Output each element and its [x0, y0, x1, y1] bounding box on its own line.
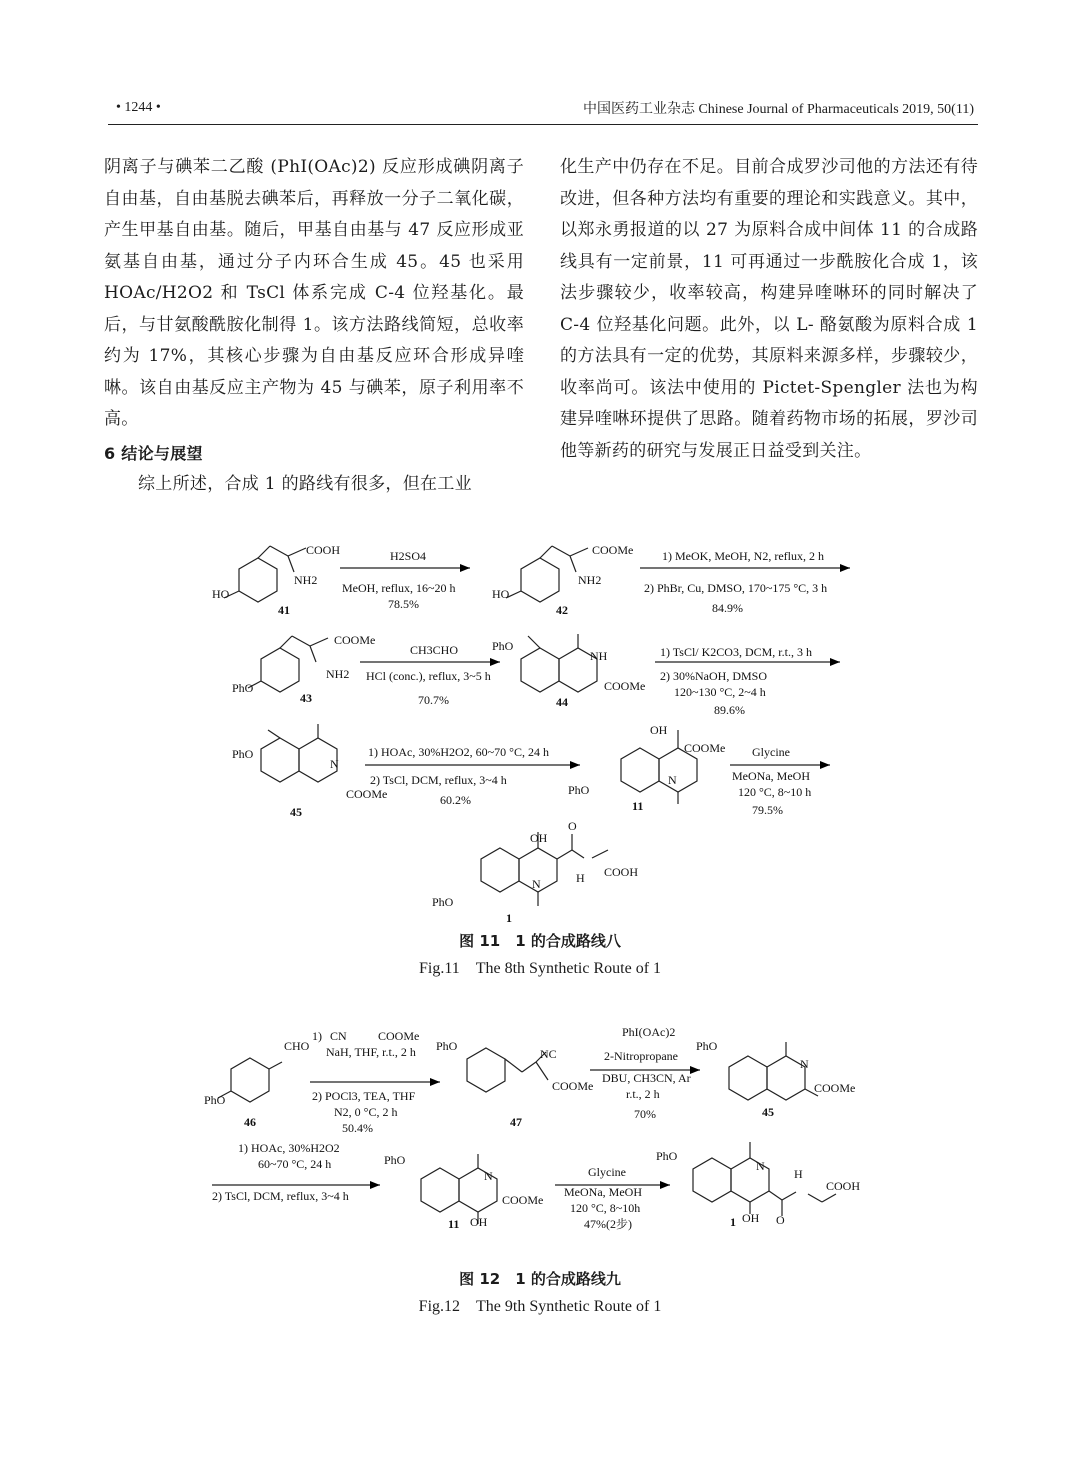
compound-label-46: 46: [244, 1115, 256, 1129]
page-number: • 1244 •: [116, 100, 161, 115]
compound-label-41: 41: [278, 603, 290, 617]
label-oh-1: OH: [530, 831, 548, 845]
label-pho-47: PhO: [436, 1039, 458, 1053]
yield-step-6: 79.5%: [752, 803, 783, 817]
label-coome-11: COOMe: [684, 741, 726, 755]
reagent-step-5: 1) HOAc, 30%H2O2, 60~70 °C, 24 h: [368, 745, 549, 759]
compound-label-45b: 45: [762, 1105, 774, 1119]
yield-step-1: 78.5%: [388, 597, 419, 611]
compound-label-47: 47: [510, 1115, 522, 1129]
yield-step-8: 70%: [634, 1107, 656, 1121]
label-oh-1b: OH: [742, 1211, 760, 1225]
compound-label-43: 43: [300, 691, 312, 705]
figure-12-caption-en: Fig.12 The 9th Synthetic Route of 1: [418, 1298, 662, 1315]
label-pho-45b: PhO: [696, 1039, 718, 1053]
conditions-step-6: MeONa, MeOH: [732, 769, 810, 783]
label-pho-45: PhO: [232, 747, 254, 761]
reagent-step-7-line2: NaH, THF, r.t., 2 h: [326, 1045, 416, 1059]
compound-42-structure: [506, 546, 588, 602]
journal-title: 中国医药工业杂志 Chinese Journal of Pharmaceuticals 2019, 50(11): [582, 102, 974, 117]
reagent-step-7-line4: N2, 0 °C, 2 h: [334, 1105, 398, 1119]
yield-step-10: 47%(2步): [584, 1217, 632, 1231]
label-cooh-41: COOH: [306, 543, 341, 557]
label-o-1: O: [568, 819, 577, 833]
reagent-step-4: 1) TsCl/ K2CO3, DCM, r.t., 3 h: [660, 645, 812, 659]
label-pho-44: PhO: [492, 639, 514, 653]
label-n-11: N: [668, 773, 677, 787]
yield-step-7: 50.4%: [342, 1121, 373, 1135]
reagent-step-1: H2SO4: [390, 549, 427, 563]
figure-12-scheme: [0, 1020, 1080, 1260]
conditions-step-4: 2) 30%NaOH, DMSO: [660, 669, 767, 683]
label-coome-47: COOMe: [552, 1079, 594, 1093]
label-coome-44: COOMe: [604, 679, 646, 693]
label-nh2-43: NH2: [326, 667, 350, 681]
label-n-45b: N: [800, 1057, 809, 1071]
label-coome-45: COOMe: [346, 787, 388, 801]
figure-11-caption: [0, 930, 1080, 978]
reagent-step-6: Glycine: [752, 745, 790, 759]
label-coome-45b: COOMe: [814, 1081, 856, 1095]
reagent-step-3: CH3CHO: [410, 643, 459, 657]
compound-label-11b: 11: [448, 1217, 460, 1231]
label-pho-1: PhO: [432, 895, 454, 909]
label-oh-42: HO: [492, 587, 510, 601]
left-column: [104, 152, 524, 501]
right-paragraph-1: 化生产中仍存在不足。目前合成罗沙司他的方法还有待改进，但各种方法均有重要的理论和实践意义。其中，以郑永勇报道的以 27 为原料合成中间体 11 的合成路线具有一定前景，11 可再通过一步酰胺化合成 1，该法步骤较少，收率较高，构建异喹啉环的同时解决了 C-4 位羟基化问题。此外，以 L- 酪氨酸为原料合成 1 的方法具有一定的优势，其原料来源多样，步骤较少，收率尚可。该法中使用的 Pictet-Spengler 法也为构建异喹啉环提供了思路。随着药物市场的拓展，罗沙司他等新药的研究与发展正日益受到关注。: [560, 157, 978, 461]
label-pho-1b: PhO: [656, 1149, 678, 1163]
label-coome-11b: COOMe: [502, 1193, 544, 1207]
figure-12-caption-zh: 图 12 1 的合成路线九: [459, 1270, 621, 1288]
compound-label-44: 44: [556, 695, 568, 709]
figure-11-caption-zh: 图 11 1 的合成路线八: [459, 932, 621, 950]
label-oh-11: OH: [650, 723, 668, 737]
yield-step-3: 70.7%: [418, 693, 449, 707]
compound-45b-structure: [729, 1042, 818, 1100]
section-heading: 6 结论与展望: [104, 443, 203, 463]
reagent-step-9-line3: 2) TsCl, DCM, reflux, 3~4 h: [212, 1189, 349, 1203]
label-h-1b: H: [794, 1167, 803, 1181]
compound-46-structure: [218, 1058, 282, 1102]
label-n-1b: N: [756, 1159, 765, 1173]
reagent-step-8-line4: r.t., 2 h: [626, 1087, 660, 1101]
yield-step-5: 60.2%: [440, 793, 471, 807]
compound-44-structure: [521, 634, 597, 692]
label-cooh-1b: COOH: [826, 1179, 861, 1193]
compound-47-structure: [467, 1048, 548, 1092]
figure-11-caption-en: Fig.11 The 8th Synthetic Route of 1: [418, 960, 662, 977]
reagent-step-7-cn: CN: [330, 1029, 347, 1043]
label-pho-43: PhO: [232, 681, 254, 695]
reagent-step-8-line2: 2-Nitropropane: [604, 1049, 678, 1063]
label-cho-46: CHO: [284, 1039, 310, 1053]
label-pho-11: PhO: [568, 783, 590, 797]
label-coome-42: COOMe: [592, 543, 634, 557]
reagent-step-10-line1: Glycine: [588, 1165, 626, 1179]
figure-11-scheme: [0, 530, 1080, 925]
conditions-step-3: HCl (conc.), reflux, 3~5 h: [366, 669, 491, 683]
compound-label-1: 1: [506, 911, 512, 925]
conditions2-step-4: 120~130 °C, 2~4 h: [674, 685, 766, 699]
label-nh-44: NH: [590, 649, 608, 663]
label-coome-43: COOMe: [334, 633, 376, 647]
left-paragraph-2: 综上所述，合成 1 的路线有很多，但在工业: [138, 474, 472, 494]
label-cooh-1: COOH: [604, 865, 639, 879]
label-pho-11b: PhO: [384, 1153, 406, 1167]
reagent-step-7-line1b: COOMe: [378, 1029, 420, 1043]
figure-12-caption: [0, 1268, 1080, 1316]
label-nc-47: NC: [540, 1047, 557, 1061]
reagent-step-9-line2: 60~70 °C, 24 h: [258, 1157, 332, 1171]
right-column: [560, 152, 978, 467]
label-oh-11b: OH: [470, 1215, 488, 1229]
compound-label-1b: 1: [730, 1215, 736, 1229]
label-h-1: H: [576, 871, 585, 885]
conditions-step-2: 2) PhBr, Cu, DMSO, 170~175 °C, 3 h: [644, 581, 828, 595]
compound-label-45: 45: [290, 805, 302, 819]
label-n-11b: N: [484, 1169, 493, 1183]
label-nh2-41: NH2: [294, 573, 318, 587]
reagent-step-8-line3: DBU, CH3CN, Ar: [602, 1071, 691, 1085]
compound-45-structure: [261, 724, 337, 782]
yield-step-2: 84.9%: [712, 601, 743, 615]
compound-11b-structure: [421, 1154, 497, 1224]
conditions2-step-6: 120 °C, 8~10 h: [738, 785, 812, 799]
label-n-45: N: [330, 757, 339, 771]
label-n-1: N: [532, 877, 541, 891]
reagent-step-9-line1: 1) HOAc, 30%H2O2: [238, 1141, 340, 1155]
conditions-step-5: 2) TsCl, DCM, reflux, 3~4 h: [370, 773, 507, 787]
compound-1b-structure: [693, 1142, 836, 1216]
page-header: [108, 96, 978, 125]
label-pho-46: PhO: [204, 1093, 226, 1107]
conditions-step-1: MeOH, reflux, 16~20 h: [342, 581, 456, 595]
label-o-1b: O: [776, 1213, 785, 1227]
left-paragraph-1: 阴离子与碘苯二乙酸 (PhI(OAc)2) 反应形成碘阴离子自由基，自由基脱去碘苯后，再释放一分子二氧化碳，产生甲基自由基。随后，甲基自由基与 47 反应形成亚氨基自由基，通过分子内环合生成 45。45 也采用 HOAc/H2O2 和 TsCl 体系完成 C-4 位羟基化。最后，与甘氨酸酰胺化制得 1。该方法路线简短，总收率约为 17%，其核心步骤为自由基反应环合形成异喹啉。该自由基反应主产物为 45 与碘苯，原子利用率不高。: [104, 157, 524, 429]
compound-43-structure: [248, 636, 328, 692]
reagent-step-2: 1) MeOK, MeOH, N2, reflux, 2 h: [662, 549, 824, 563]
label-nh2-42: NH2: [578, 573, 602, 587]
reagent-step-8-line1: PhI(OAc)2: [622, 1025, 676, 1039]
reagent-step-7-line3: 2) POCl3, TEA, THF: [312, 1089, 416, 1103]
compound-label-11: 11: [632, 799, 644, 813]
yield-step-4: 89.6%: [714, 703, 745, 717]
label-oh-41: HO: [212, 587, 230, 601]
reagent-step-10-line3: 120 °C, 8~10h: [570, 1201, 641, 1215]
reagent-step-7-line1: 1): [312, 1029, 322, 1043]
compound-label-42: 42: [556, 603, 568, 617]
reagent-step-10-line2: MeONa, MeOH: [564, 1185, 642, 1199]
